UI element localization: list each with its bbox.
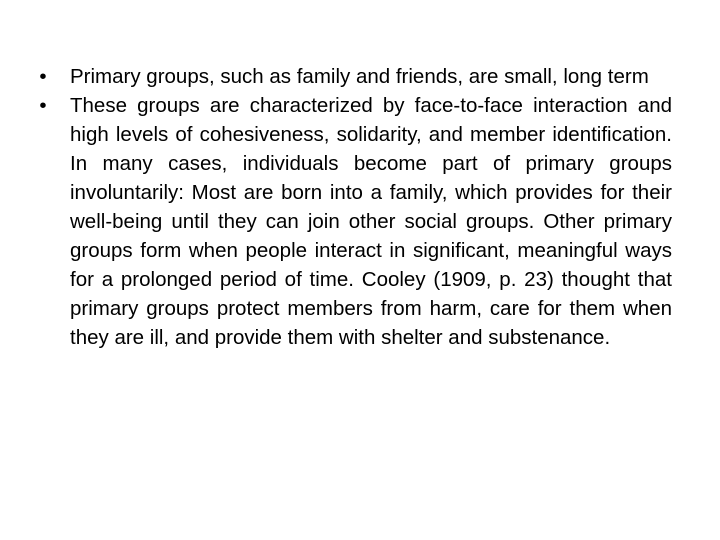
bullet-item-primary-groups bbox=[36, 62, 672, 91]
bullet-marker: • bbox=[39, 94, 47, 117]
bullet-text: These groups are characterized by face-to-face interaction and high levels of cohesiveness, solidarity, and member identification. In many cases, individuals become part of primary groups involuntarily: Most are born into a family, which provides for their well-being until they can join other social groups. Other primary groups form when people interact in significant, meaningful ways for a prolonged period of time. Cooley (1909, p. 23) thought that primary groups protect members from harm, care for them when they are ill, and provide them with shelter and substenance. bbox=[70, 94, 672, 349]
bullet-item-characteristics bbox=[36, 91, 672, 352]
bullet-marker: • bbox=[39, 65, 47, 88]
bullet-list bbox=[36, 62, 672, 352]
bullet-text: Primary groups, such as family and friends, are small, long term bbox=[70, 65, 649, 88]
